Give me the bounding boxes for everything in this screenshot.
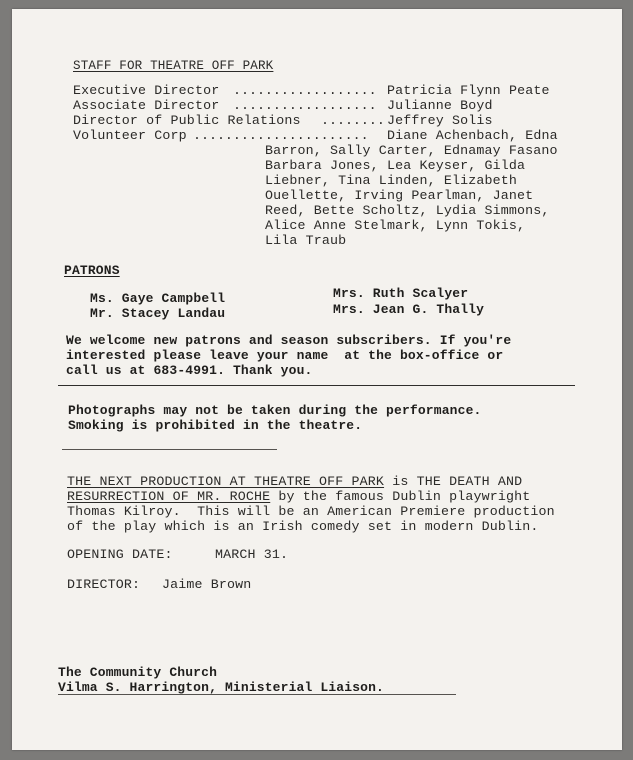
next-production-text: is THE DEATH AND <box>384 474 523 489</box>
divider-line <box>58 385 575 386</box>
divider-short <box>62 449 277 450</box>
director-label: DIRECTOR: <box>67 577 141 592</box>
next-production-line <box>67 474 522 489</box>
footer-underline <box>58 694 456 695</box>
staff-name: Patricia Flynn Peate <box>387 83 550 98</box>
next-production-lead: THE NEXT PRODUCTION AT THEATRE OFF PARK <box>67 474 385 489</box>
patron-name: Mrs. Ruth Scalyer <box>333 286 469 301</box>
staff-leader: ........ <box>321 113 385 128</box>
welcome-line: call us at 683-4991. Thank you. <box>66 363 313 378</box>
patron-name: Mr. Stacey Landau <box>90 306 226 321</box>
footer-liaison: Vilma S. Harrington, Ministerial Liaison. <box>58 680 385 695</box>
next-production-text: by the famous Dublin playwright <box>270 489 531 504</box>
patron-name: Ms. Gaye Campbell <box>90 291 226 306</box>
next-production-line: of the play which is an Irish comedy set in modern Dublin. <box>67 519 539 534</box>
program-page <box>12 9 622 750</box>
staff-role: Volunteer Corp <box>73 128 187 143</box>
play-title: RESURRECTION OF MR. ROCHE <box>67 489 271 504</box>
volunteer-line: Ouellette, Irving Pearlman, Janet <box>265 188 534 203</box>
staff-leader: ...................... <box>193 128 369 143</box>
next-production-line <box>67 489 530 504</box>
staff-name: Julianne Boyd <box>387 98 493 113</box>
opening-date-value: MARCH 31. <box>215 547 289 562</box>
director-value: Jaime Brown <box>162 577 252 592</box>
next-production-line: Thomas Kilroy. This will be an American Premiere production <box>67 504 555 519</box>
staff-role: Executive Director <box>73 83 220 98</box>
opening-date-label: OPENING DATE: <box>67 547 173 562</box>
staff-leader: .................. <box>233 83 377 98</box>
staff-name: Diane Achenbach, Edna <box>387 128 558 143</box>
notice-line: Smoking is prohibited in the theatre. <box>68 418 363 433</box>
staff-heading: STAFF FOR THEATRE OFF PARK <box>73 59 274 73</box>
staff-role: Director of Public Relations <box>73 113 301 128</box>
welcome-line: interested please leave your name at the box-office or <box>66 348 504 363</box>
staff-role: Associate Director <box>73 98 220 113</box>
patron-name: Mrs. Jean G. Thally <box>333 302 485 317</box>
volunteer-line: Barron, Sally Carter, Ednamay Fasano <box>265 143 558 158</box>
volunteer-line: Barbara Jones, Lea Keyser, Gilda <box>265 158 526 173</box>
footer-church: The Community Church <box>58 665 218 680</box>
staff-leader: .................. <box>233 98 377 113</box>
volunteer-line: Alice Anne Stelmark, Lynn Tokis, <box>265 218 526 233</box>
staff-name: Jeffrey Solis <box>387 113 493 128</box>
notice-line: Photographs may not be taken during the performance. <box>68 403 482 418</box>
volunteer-line: Reed, Bette Scholtz, Lydia Simmons, <box>265 203 550 218</box>
welcome-line: We welcome new patrons and season subscribers. If you're <box>66 333 512 348</box>
volunteer-line: Lila Traub <box>265 233 347 248</box>
patrons-heading: PATRONS <box>64 263 120 278</box>
volunteer-line: Liebner, Tina Linden, Elizabeth <box>265 173 518 188</box>
